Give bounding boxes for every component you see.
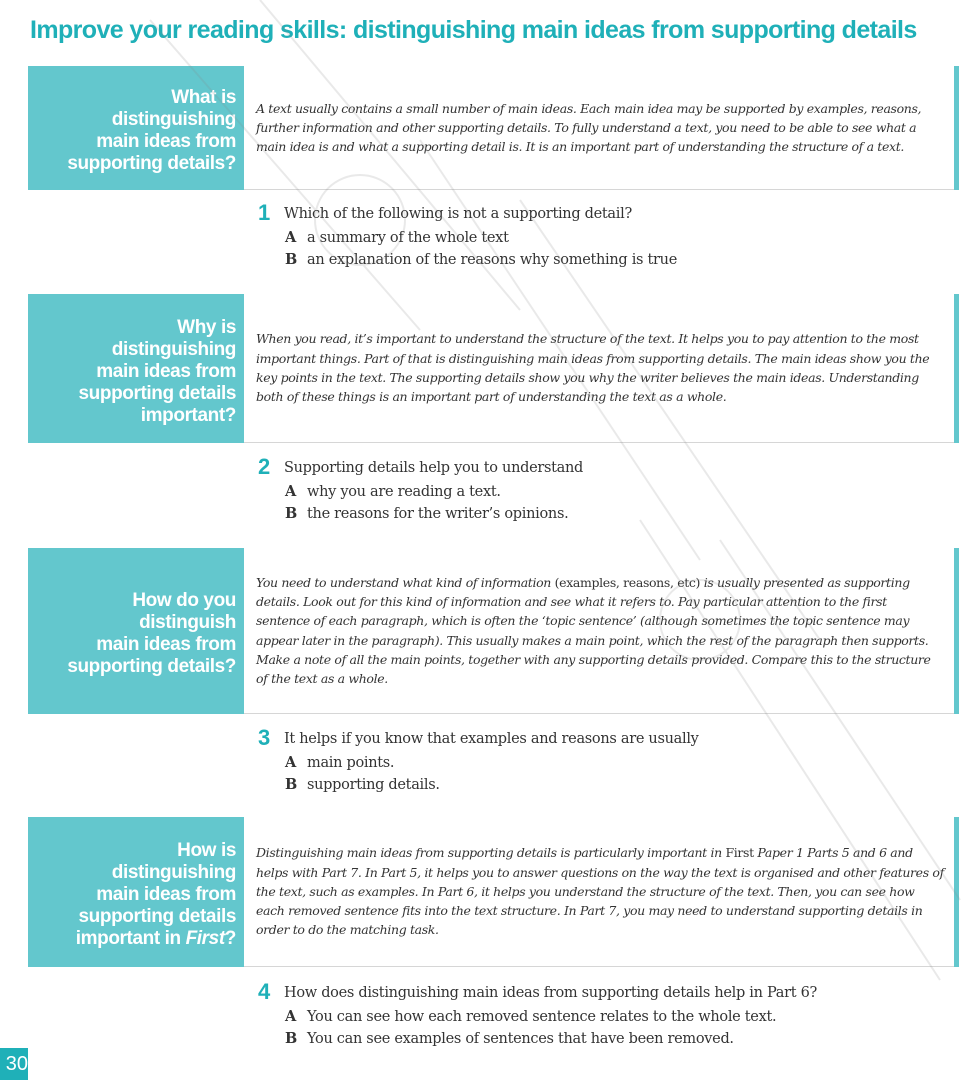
heading-line: main ideas from xyxy=(96,131,236,152)
heading-line: main ideas from xyxy=(96,884,236,905)
section-right-bar xyxy=(954,548,959,714)
option-text: You can see examples of sentences that have been removed. xyxy=(307,1031,734,1047)
section-body-text: A text usually contains a small number of main ideas. Each main idea may be supported by examples, reasons, further information and other supporting details. To fully understand a text, you need to be able to see what a main idea is and what a supporting detail is. It is an important part of understanding the structure of a text. xyxy=(256,100,922,155)
option-letter: B xyxy=(285,776,297,793)
question-text: It helps if you know that examples and reasons are usually xyxy=(284,731,699,747)
option-text: an explanation of the reasons why something is true xyxy=(307,252,677,268)
body-segment: Paper 1 Parts 5 and 6 and helps with Part 7. In Part 5, it helps you to answer questions on the way the text is organised and other features of the text, such as examples. In Part 6, it helps you understand the structure of the text. Then, you can see how each removed sentence fits into the text structure. In Part 7, you may need to understand supporting details in order to do the matching task. xyxy=(256,845,944,938)
section-how-is xyxy=(28,817,959,967)
option-letter: B xyxy=(285,251,297,268)
option-text: a summary of the whole text xyxy=(307,230,509,246)
section-body-text xyxy=(256,843,944,939)
page-title: Improve your reading skills: distinguishing main ideas from supporting details xyxy=(30,16,917,44)
body-segment: is usually presented as supporting details. Look out for this kind of information and see what it refers to. Pay particular attention to the first sentence of each paragraph, which is often the ‘topic sentence’ (although sometimes the topic sentence may appear later in the paragraph). This usually makes a main point, which the rest of the paragraph then supports. Make a note of all the main points, together with any supporting details provided. Compare this to the structure of the text as a whole. xyxy=(256,574,931,687)
option-text: main points. xyxy=(307,755,395,771)
section-what-is xyxy=(28,66,959,190)
heading-segment: important in xyxy=(75,928,186,949)
option-a[interactable] xyxy=(285,752,699,774)
section-how-do-you xyxy=(28,548,959,714)
question-number: 4 xyxy=(258,979,270,1004)
heading-line: supporting details xyxy=(78,382,236,404)
option-letter: A xyxy=(285,1008,296,1025)
page-number: 30 xyxy=(0,1048,28,1080)
heading-line: main ideas from xyxy=(96,360,236,382)
heading-line: supporting details xyxy=(78,906,236,927)
option-text: You can see how each removed sentence relates to the whole text. xyxy=(307,1009,777,1025)
section-right-bar xyxy=(954,294,959,443)
heading-line: Why is xyxy=(177,316,236,338)
option-text: the reasons for the writer’s opinions. xyxy=(307,506,569,522)
section-body xyxy=(244,294,954,443)
heading-line: supporting details? xyxy=(67,656,236,677)
section-right-bar xyxy=(954,817,959,967)
body-segment: Distinguishing main ideas from supporting details is particularly important in xyxy=(256,845,726,861)
section-body xyxy=(244,817,954,967)
question-text: Which of the following is not a supporting detail? xyxy=(284,206,632,222)
question-1 xyxy=(258,200,677,271)
heading-segment: ? xyxy=(224,928,236,949)
option-letter: B xyxy=(285,1030,297,1047)
section-heading-box xyxy=(28,294,244,443)
heading-line: distinguishing xyxy=(111,109,236,130)
question-text: Supporting details help you to understand xyxy=(284,460,584,476)
question-text: How does distinguishing main ideas from supporting details help in Part 6? xyxy=(284,985,817,1001)
question-number: 1 xyxy=(258,200,270,225)
question-2 xyxy=(258,454,583,525)
heading-line: How do you xyxy=(132,590,236,611)
option-b[interactable] xyxy=(285,249,677,271)
question-4 xyxy=(258,979,817,1050)
option-a[interactable] xyxy=(285,481,583,503)
heading-line: distinguishing xyxy=(111,862,236,883)
body-segment: You need to understand what kind of information xyxy=(256,574,555,590)
question-number: 3 xyxy=(258,725,270,750)
heading-line: important? xyxy=(140,404,236,426)
section-heading-box xyxy=(28,548,244,714)
body-segment-roman: First xyxy=(725,845,754,861)
option-letter: A xyxy=(285,483,296,500)
section-body xyxy=(244,548,954,714)
section-heading-box xyxy=(28,66,244,190)
heading-line xyxy=(36,928,236,950)
section-heading-box xyxy=(28,817,244,967)
question-number: 2 xyxy=(258,454,270,479)
option-text: why you are reading a text. xyxy=(307,484,501,500)
heading-line: supporting details? xyxy=(67,153,236,174)
heading-line: distinguish xyxy=(139,612,236,633)
heading-line: What is xyxy=(171,87,236,108)
heading-line: distinguishing xyxy=(111,338,236,360)
section-right-bar xyxy=(954,66,959,190)
heading-line: main ideas from xyxy=(96,634,236,655)
option-letter: B xyxy=(285,505,297,522)
option-a[interactable] xyxy=(285,227,677,249)
option-text: supporting details. xyxy=(307,777,440,793)
section-body xyxy=(244,66,954,190)
option-letter: A xyxy=(285,754,296,771)
option-b[interactable] xyxy=(285,503,583,525)
option-a[interactable] xyxy=(285,1006,817,1028)
option-b[interactable] xyxy=(285,774,699,796)
section-why-is xyxy=(28,294,959,443)
body-segment-roman: (examples, reasons, etc) xyxy=(554,574,701,590)
heading-line: How is xyxy=(177,840,236,861)
option-b[interactable] xyxy=(285,1028,817,1050)
question-3 xyxy=(258,725,699,796)
section-body-text xyxy=(256,573,944,689)
heading-segment-italic: First xyxy=(185,928,225,949)
option-letter: A xyxy=(285,229,296,246)
section-body-text: When you read, it’s important to understand the structure of the text. It helps you to pay attention to the most important things. Part of that is distinguishing main ideas from supporting details. The main ideas show you the key points in the text. The supporting details show you why the writer believes the main ideas. Understanding both of these things is an important part of understanding the text as a whole. xyxy=(256,331,930,405)
